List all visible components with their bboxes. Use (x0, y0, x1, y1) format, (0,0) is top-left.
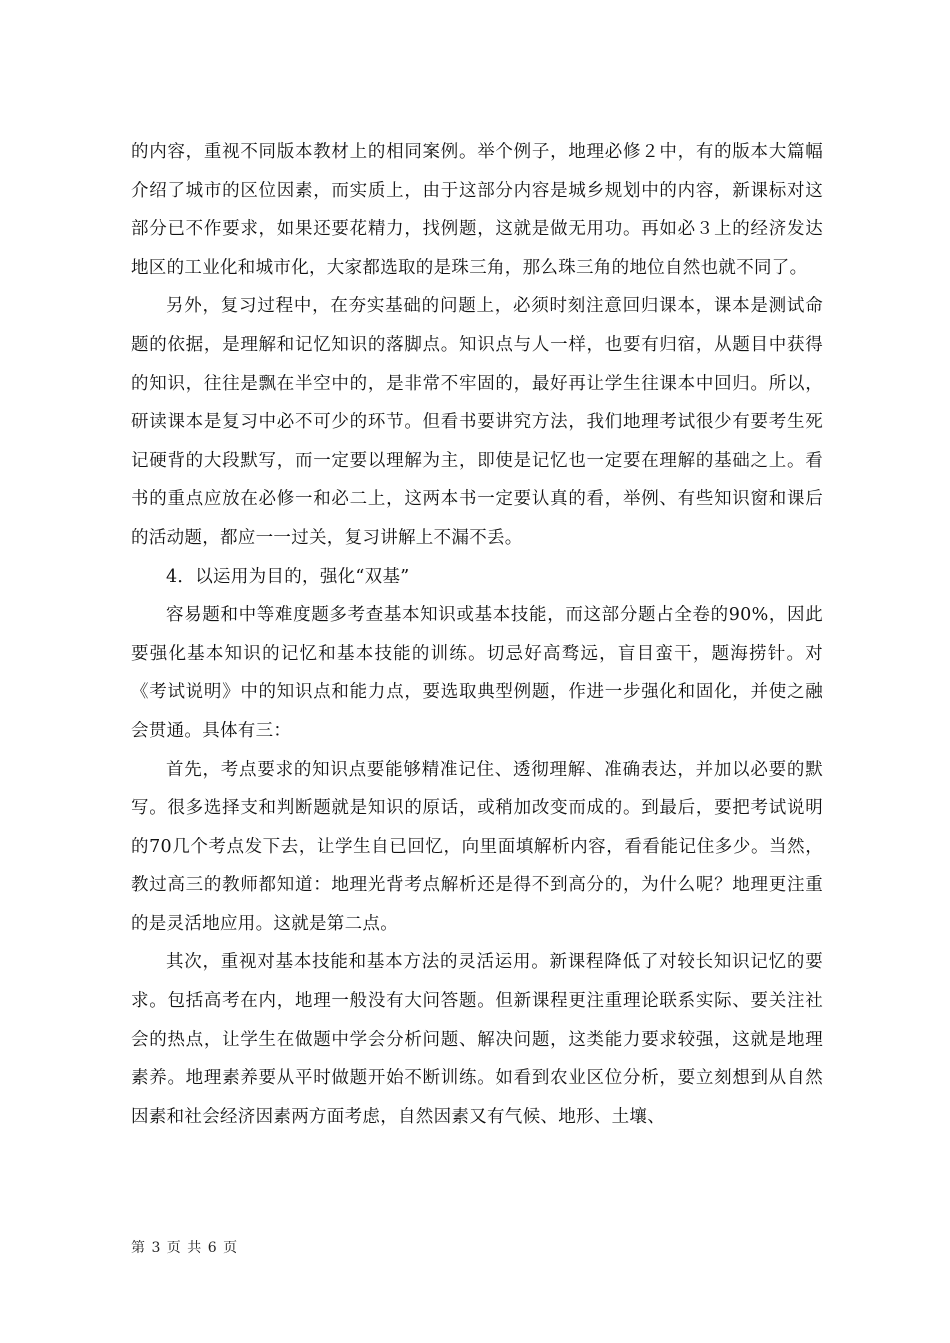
body-text (131, 133, 823, 1136)
paragraph-5: 其次，重视对基本技能和基本方法的灵活运用。新课程降低了对较长知识记忆的要求。包括高考在内，地理一般没有大问答题。但新课程更注重理论联系实际、要关注社会的热点，让学生在做题中学会分析问题、解决问题，这类能力要求较强，这就是地理素养。地理素养要从平时做题开始不断训练。如看到农业区位分析，要立刻想到从自然因素和社会经济因素两方面考虑，自然因素又有气候、地形、土壤、 (131, 952, 823, 1127)
page-footer: 第 3 页 共 6 页 (131, 1240, 239, 1256)
paragraph-2: 另外，复习过程中，在夯实基础的问题上，必须时刻注意回归课本，课本是测试命题的依据，是理解和记忆知识的落脚点。知识点与人一样，也要有归宿，从题目中获得的知识，往往是飘在半空中的，是非常不牢固的，最好再让学生往课本中回归。所以，研读课本是复习中必不可少的环节。但看书要讲究方法，我们地理考试很少有要考生死记硬背的大段默写，而一定要以理解为主，即使是记忆也一定要在理解的基础之上。看书的重点应放在必修一和必二上，这两本书一定要认真的看，举例、有些知识窗和课后的活动题，都应一一过关，复习讲解上不漏不丢。 (131, 296, 823, 548)
paragraph-1: 的内容，重视不同版本教材上的相同案例。举个例子，地理必修２中，有的版本大篇幅介绍了城市的区位因素，而实质上，由于这部分内容是城乡规划中的内容，新课标对这部分已不作要求，如果还要花精力，找例题，这就是做无用功。再如必３上的经济发达地区的工业化和城市化，大家都选取的是珠三角，那么珠三角的地位自然也就不同了。 (131, 142, 823, 278)
paragraph-4: 首先，考点要求的知识点要能够精准记住、透彻理解、准确表达，并加以必要的默写。很多选择支和判断题就是知识的原话，或稍加改变而成的。到最后，要把考试说明的70几个考点发下去，让学生自已回忆，向里面填解析内容，看看能记住多少。当然，教过高三的教师都知道：地理光背考点解析还是得不到高分的，为什么呢？地理更注重的是灵活地应用。这就是第二点。 (131, 759, 823, 934)
section-heading: 4．以运用为目的，强化“双基” (166, 566, 410, 587)
paragraph-3: 容易题和中等难度题多考查基本知识或基本技能，而这部分题占全卷的90%，因此要强化基本知识的记忆和基本技能的训练。切忌好高骛远，盲目蛮干，题海捞针。对《考试说明》中的知识点和能力点，要选取典型例题，作进一步强化和固化，并使之融会贯通。具体有三： (131, 605, 823, 741)
